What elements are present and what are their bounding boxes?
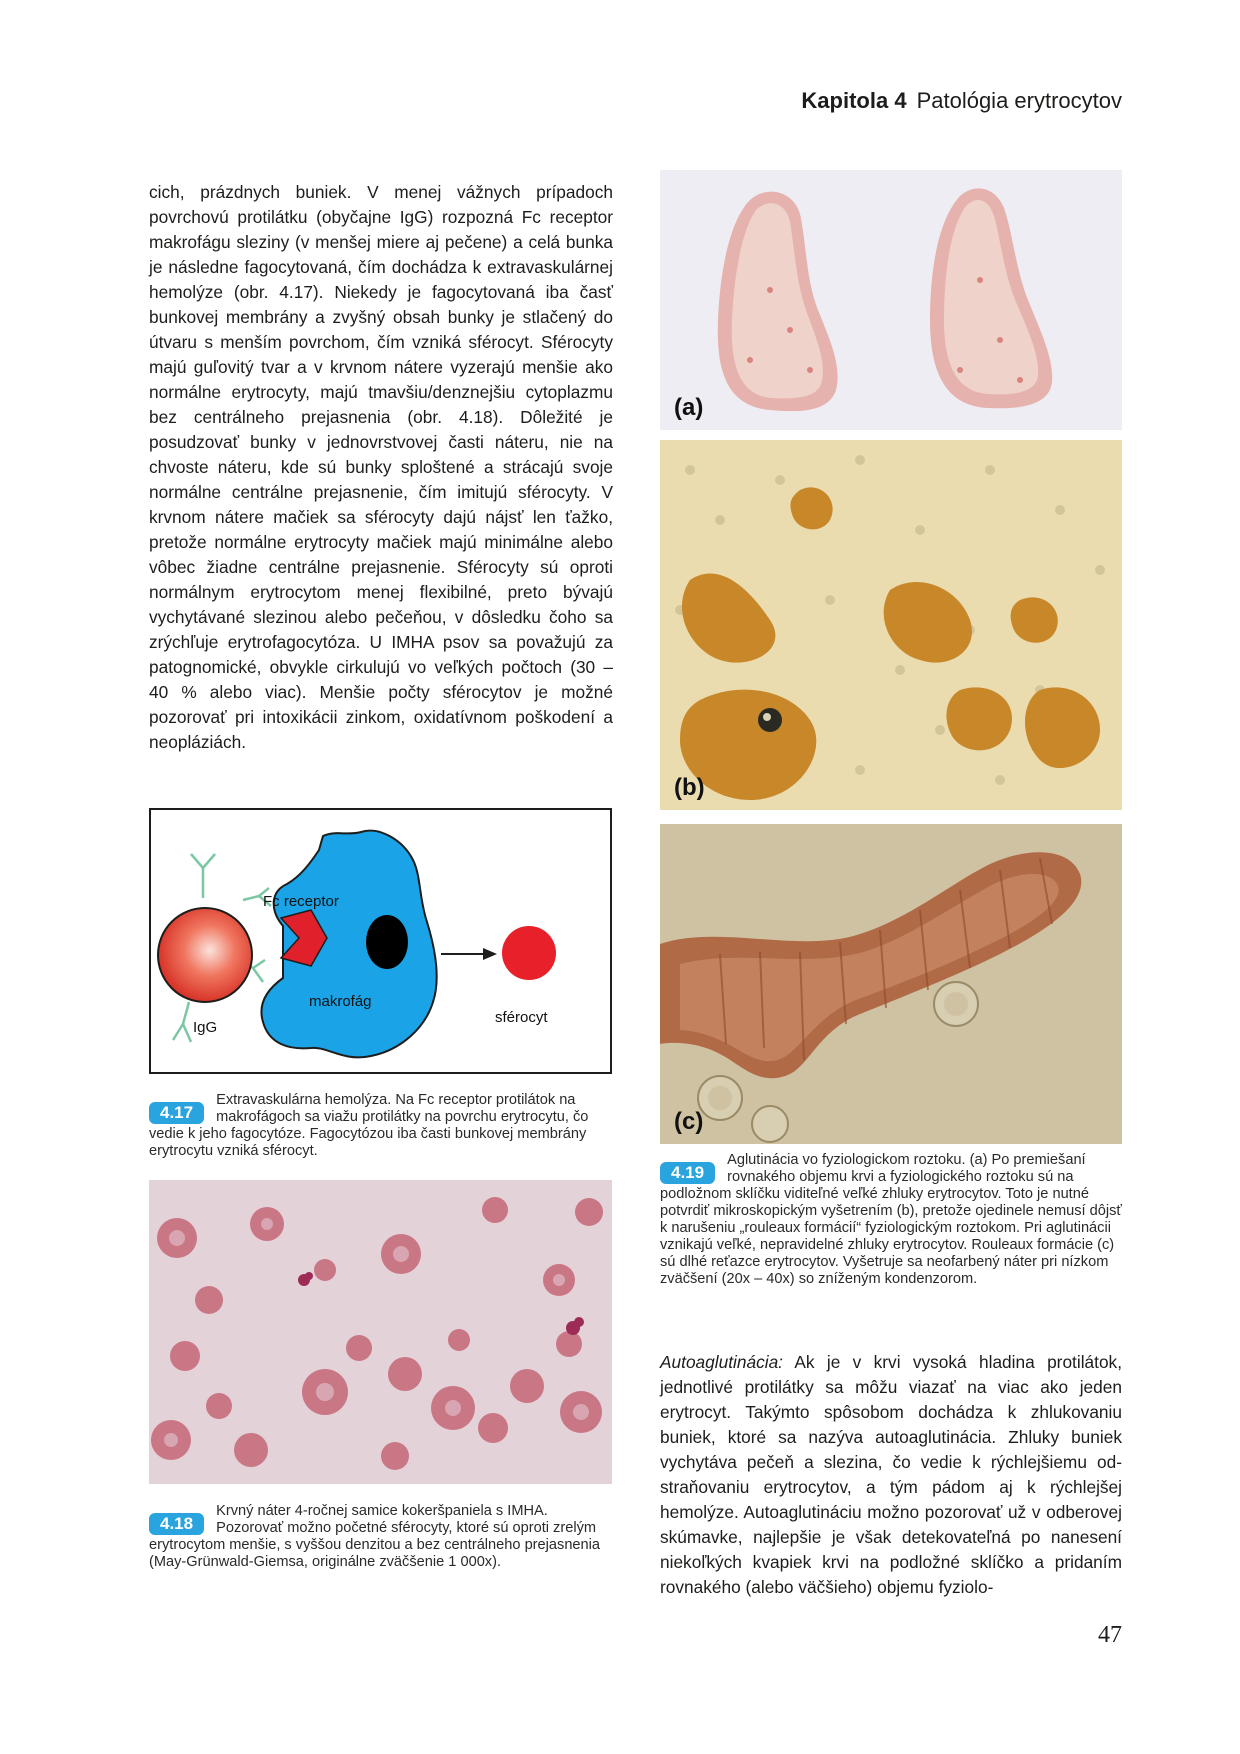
figure-number-badge: 4.18	[149, 1513, 204, 1535]
figure-4-19b-photo	[660, 440, 1122, 810]
rouleaux-image	[660, 824, 1122, 1144]
macrophage-nucleus	[366, 915, 408, 969]
panel-label-b: (b)	[674, 774, 705, 801]
figure-4-17-caption	[149, 1092, 611, 1160]
arrow-right-icon	[441, 948, 497, 960]
figure-4-19a-photo	[660, 170, 1122, 430]
figure-caption-text: Aglutinácia vo fyziologickom roztoku. (a) Po premiešaní rovnakého objemu krvi a fyziologického roztoku sú na podložnom sklíčku viditeľné veľké zhluky erytrocytov. Toto je nutné potvrdiť mikroskopickým vyšetrením (b), pretože ojedinele nemusí dôjsť k narušeniu „rouleaux formácií“ fyziologickým roztokom. Pri aglutinácii vznikajú veľké, nepravidelné zhluky erytrocytov. Rouleaux formácie (c) sú dlhé reťazce erytrocytov. Vyšetruje sa neofarbený náter pri nízkom zväčšení (20x – 40x) so zníženým kondenzorom.	[660, 1152, 1122, 1287]
figure-4-19c-photo	[660, 824, 1122, 1144]
panel-label-a: (a)	[674, 394, 704, 421]
hemolysis-diagram	[151, 810, 610, 1072]
figure-4-18-caption	[149, 1503, 611, 1571]
figure-4-17-diagram	[149, 808, 612, 1074]
figure-4-19-caption	[660, 1152, 1122, 1288]
figure-caption-text: Krvný náter 4-ročnej samice kokeršpaniela s IMHA. Pozorovať možno početné sférocyty, ktoré sú oproti zrelým erytrocytom menšie, s vyššou denzitou a bez centrálneho prejasnenia (May-Grünwald-Giemsa, originálne zväčšenie 1 000x).	[149, 1503, 601, 1570]
running-header	[801, 88, 1122, 114]
body-text-left: cich, prázdnych buniek. V menej vážnych prípadoch povrchovú protilátku (obyčajne IgG) rozpozná Fc receptor makrofágu sleziny (v menšej miere aj pečene) a celá bunka je následne fagocytovaná, čím dochádza k extravaskulárnej hemolýze (obr. 4.17). Niekedy je fagocytovaná iba časť bunkovej membrány a zvyšný obsah bunky je stlačený do útvaru s menším povrchom, čím vzniká sférocyt. Sférocyty majú guľovitý tvar a v krvnom nátere vyzerajú menšie ako normálne erytrocyty, majú tmavšiu/denznejšiu cytoplazmu bez centrálneho prejasnenia (obr. 4.18). Dôležité je posudzovať bunky v jednovrstvovej časti náteru, nie na chvoste náteru, kde sú bunky sploštené a strácajú svoje normálne centrálne prejasnenie, čím imitujú sférocyty. V krvnom nátere mačiek sa sférocyty dajú nájsť len ťažko, pretože normálne erytrocyty mačiek majú minimálne alebo vôbec žiadne centrálne prejasnenie. Sférocyty sú oproti normálnym erytrocytom menej flexibilné, preto bývajú vychytávané slezinou alebo pečeňou, v dôsledku čoho sa zrýchľuje erytrofagocytóza. U IMHA psov sa považujú za patognomické, obvykle cirkulujú vo veľkých počtoch (30 – 40 % alebo viac). Menšie počty sférocytov je možné pozorovať pri intoxikácii zinkom, oxidatívnom poškodení a neopláziách.	[149, 182, 613, 752]
microscopy-agglutination-image	[660, 440, 1122, 810]
slide-agglutination-image	[660, 170, 1122, 430]
figure-number-badge: 4.19	[660, 1162, 715, 1184]
spherocyte-cell	[502, 926, 556, 980]
macrophage-label: makrofág	[309, 993, 372, 1010]
spherocyte-label: sférocyt	[495, 1009, 548, 1026]
body-text-right-paragraph: Ak je v krvi vysoká hladina protilátok, jednotlivé protilátky sa môžu viazať na viac ako jeden erytrocyt. Takýmto spôsobom dochádza k zhlukovaniu buniek, ktoré sa nazýva autoaglutinácia. Zhluky buniek vychytáva pečeň a slezina, čo vedie k rýchlejšiemu odstraňovaniu erytrocytov, a tým pádom aj k rýchlejšej hemolýze. Autoaglutináciu možno pozorovať už v odberovej skúmavke, najlepšie je však detekovateľná po nanesení niekoľkých kvapiek krvi na podložné sklíčko a pridaním rovnakého (alebo väčšieho) objemu fyziolo-	[660, 1352, 1122, 1597]
igg-label: IgG	[193, 1019, 218, 1036]
erythrocyte-cell	[158, 908, 252, 1002]
blood-smear-image	[149, 1180, 612, 1484]
macrophage-cell	[261, 831, 436, 1058]
page-number: 47	[1098, 1622, 1122, 1648]
figure-4-18-photo	[149, 1180, 612, 1484]
term-autoagglutination: Autoaglutinácia:	[660, 1352, 783, 1372]
body-text-right	[660, 1350, 1122, 1600]
chapter-label: Kapitola 4	[801, 88, 907, 113]
panel-label-c: (c)	[674, 1108, 704, 1135]
figure-number-badge: 4.17	[149, 1102, 204, 1124]
figure-caption-text: Extravaskulárna hemolýza. Na Fc receptor protilátok na makrofágoch sa viažu protilátky na povrchu erytrocytu, čo vedie k jeho fagocytóze. Fagocytózou iba časti bunkovej membrány erytrocytu vzniká sférocyt.	[149, 1092, 589, 1159]
chapter-topic: Patológia erytrocytov	[916, 88, 1122, 113]
fc-receptor-label: Fc receptor	[263, 893, 339, 910]
